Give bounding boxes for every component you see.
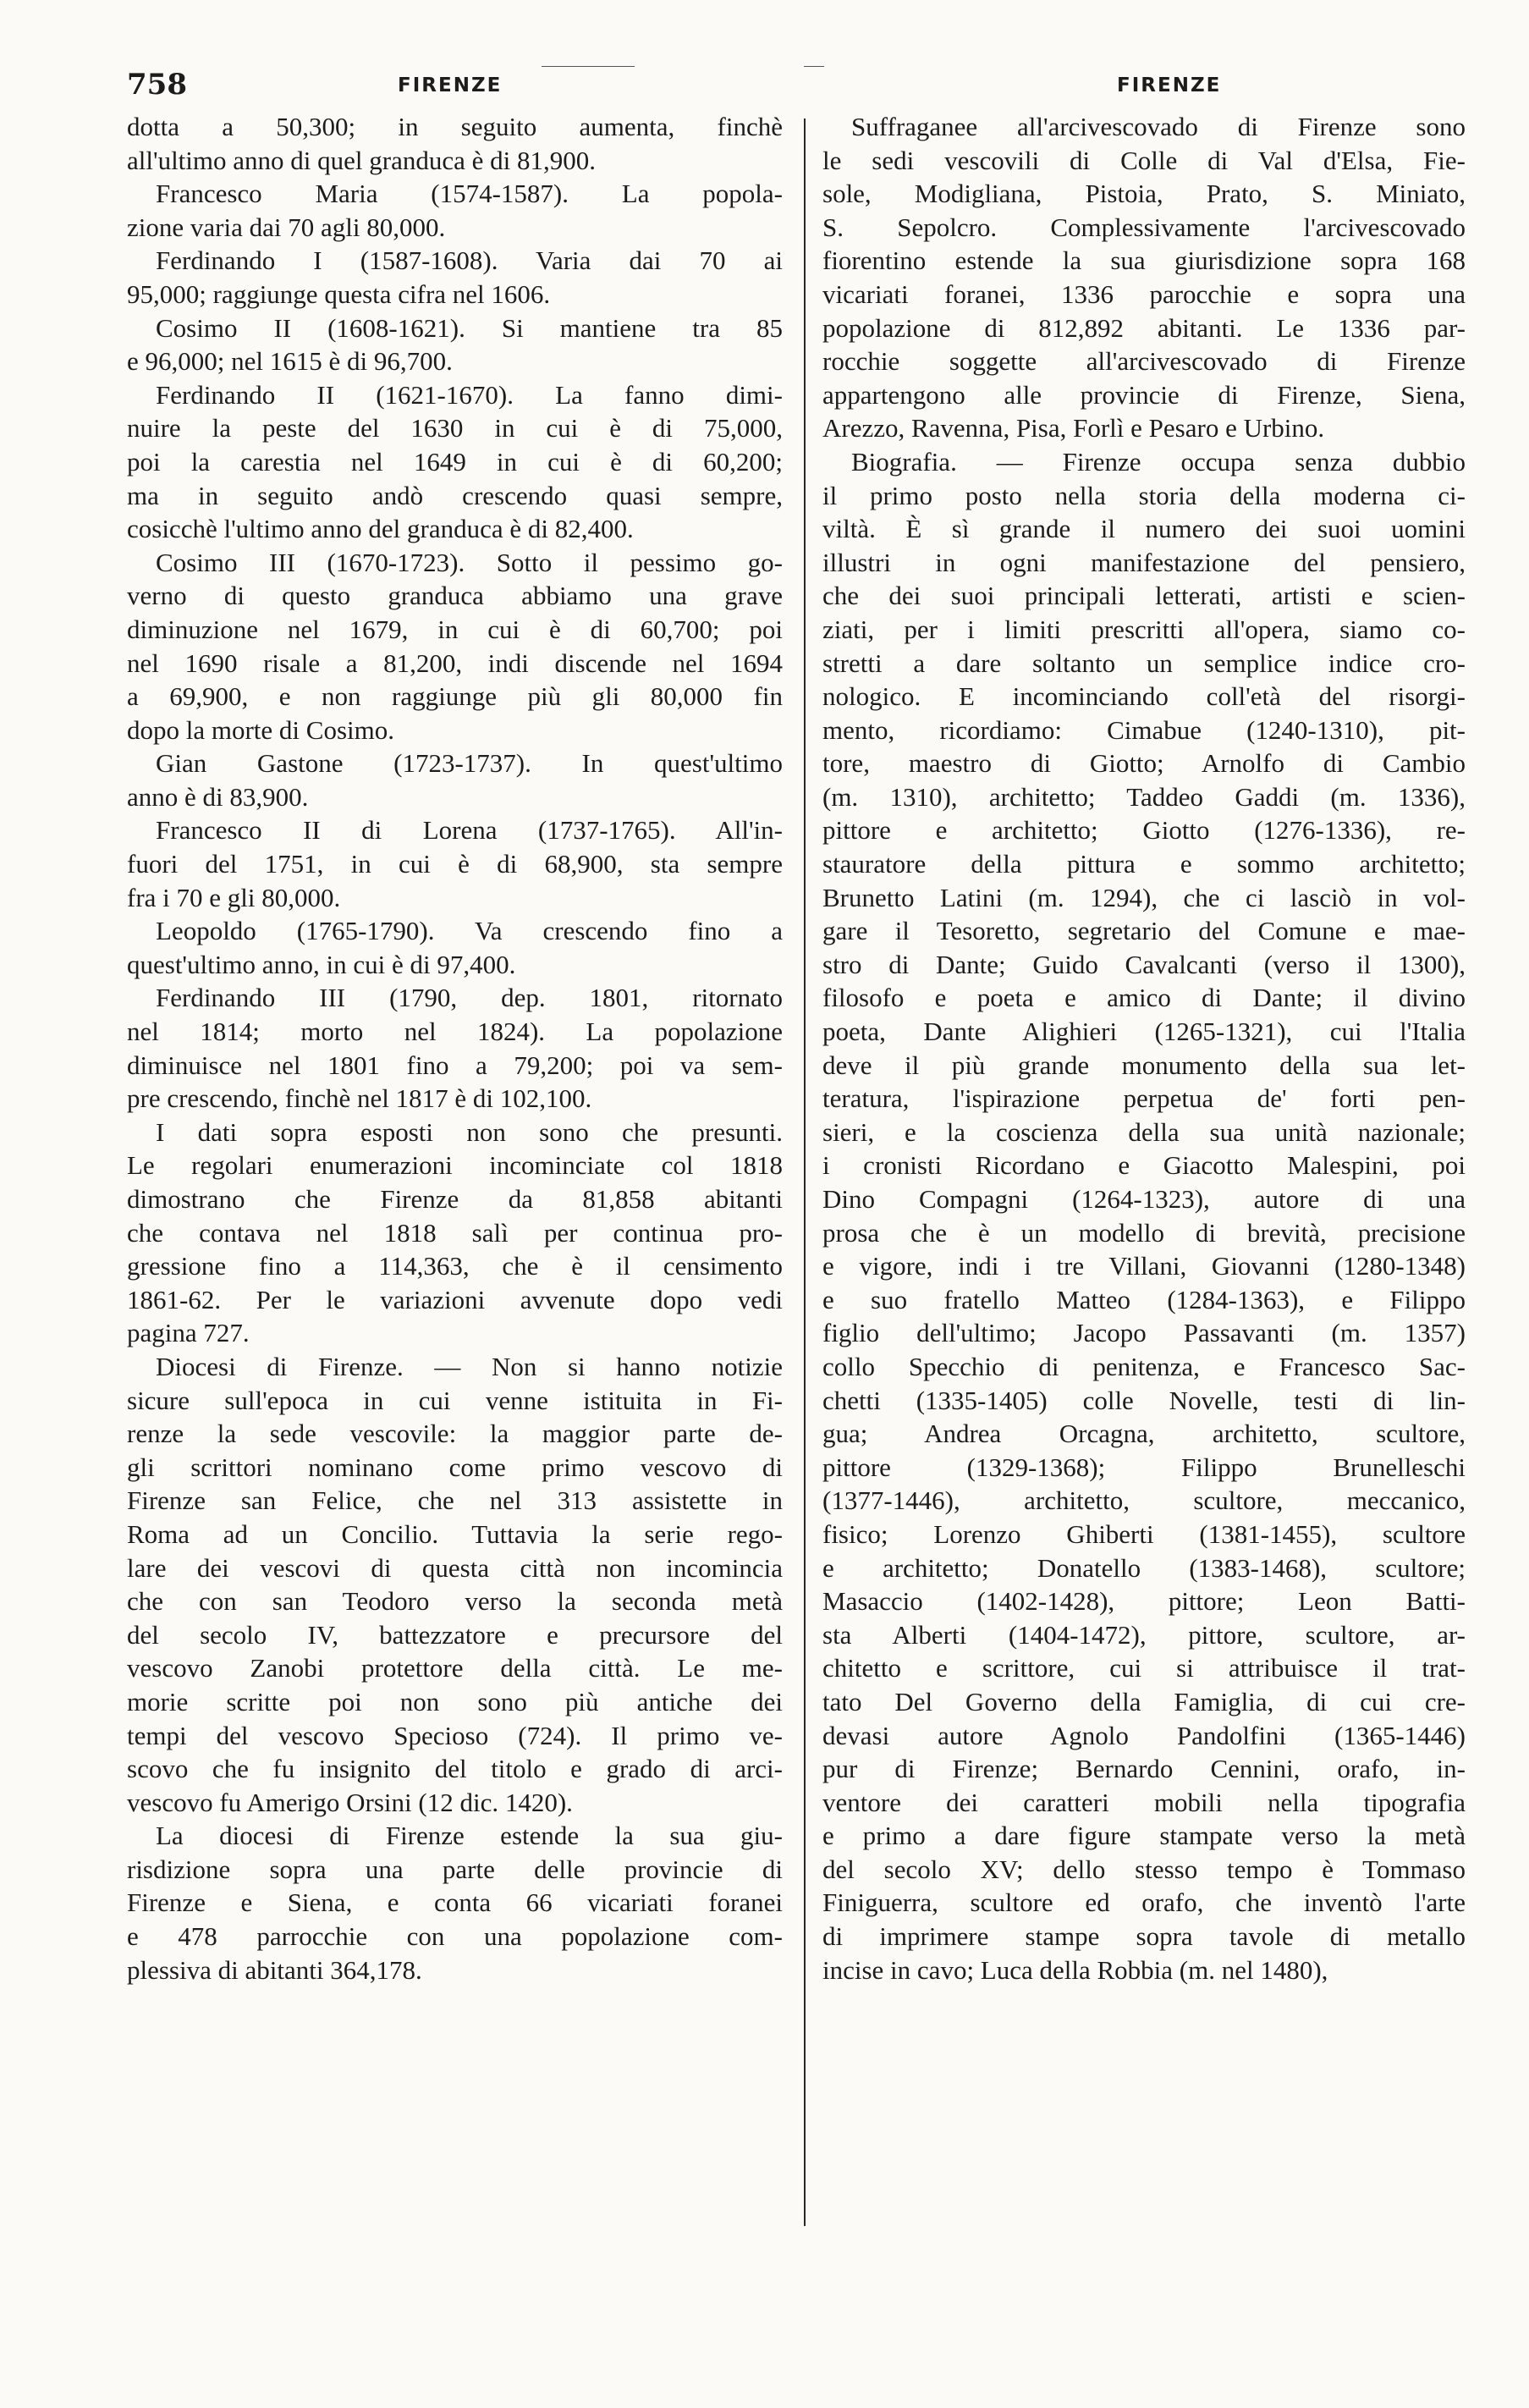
text-line: gare il Tesoretto, segretario del Comune e mae- xyxy=(822,916,1466,946)
text-line: nologico. E incominciando coll'età del risorgi- xyxy=(822,681,1466,712)
text-line: Gian Gastone (1723-1737). In quest'ultimo xyxy=(156,748,783,779)
text-line: sta Alberti (1404-1472), pittore, scultore, ar- xyxy=(822,1619,1466,1650)
text-line: che contava nel 1818 salì per continua pro- xyxy=(127,1217,783,1248)
text-line: Masaccio (1402-1428), pittore; Leon Batti- xyxy=(822,1586,1466,1617)
text-line: prosa che è un modello di brevità, precisione xyxy=(822,1217,1466,1248)
text-line: chetti (1335-1405) colle Novelle, testi di lin- xyxy=(822,1385,1466,1415)
running-head-right: FIRENZE xyxy=(1117,74,1222,96)
text-line: poeta, Dante Alighieri (1265-1321), cui l'Italia xyxy=(822,1017,1466,1047)
text-line: e 96,000; nel 1615 è di 96,700. xyxy=(127,346,453,377)
text-line: Francesco II di Lorena (1737-1765). All'in- xyxy=(156,815,783,846)
text-line: gli scrittori nominano come primo vescovo di xyxy=(127,1452,783,1482)
text-line: che dei suoi principali letterati, artisti e scien- xyxy=(822,581,1466,611)
text-line: nel 1690 risale a 81,200, indi discende nel 1694 xyxy=(127,647,783,678)
text-line: e architetto; Donatello (1383-1468), scultore; xyxy=(822,1552,1466,1583)
text-line: tore, maestro di Giotto; Arnolfo di Cambio xyxy=(822,748,1466,779)
text-line: dimostrano che Firenze da 81,858 abitanti xyxy=(127,1184,783,1214)
text-line: di imprimere stampe sopra tavole di metallo xyxy=(822,1921,1466,1952)
text-line: Firenze san Felice, che nel 313 assistette in xyxy=(127,1485,783,1516)
text-line: nuire la peste del 1630 in cui è di 75,000, xyxy=(127,413,783,444)
text-line: plessiva di abitanti 364,178. xyxy=(127,1954,422,1985)
text-line: rocchie soggette all'arcivescovado di Firenze xyxy=(822,346,1466,377)
text-line: Finiguerra, scultore ed orafo, che inventò l'arte xyxy=(822,1887,1466,1918)
text-line: gressione fino a 114,363, che è il censimento xyxy=(127,1251,783,1281)
text-line: Roma ad un Concilio. Tuttavia la serie rego- xyxy=(127,1518,783,1549)
text-line: I dati sopra esposti non sono che presunti. xyxy=(156,1116,783,1147)
text-line: Dino Compagni (1264-1323), autore di una xyxy=(822,1184,1466,1214)
text-line: Arezzo, Ravenna, Pisa, Forlì e Pesaro e Urbino. xyxy=(822,413,1325,444)
text-line: Firenze e Siena, e conta 66 vicariati foranei xyxy=(127,1887,783,1918)
text-line: Biografia. — Firenze occupa senza dubbio xyxy=(851,446,1466,477)
text-line: fisico; Lorenzo Ghiberti (1381-1455), scultore xyxy=(822,1518,1466,1549)
text-line: chitetto e scrittore, cui si attribuisce il trat- xyxy=(822,1653,1466,1683)
text-line: gua; Andrea Orcagna, architetto, scultore, xyxy=(822,1419,1466,1449)
text-line: tato Del Governo della Famiglia, di cui cre- xyxy=(822,1686,1466,1716)
text-line: stretti a dare soltanto un semplice indice cro- xyxy=(822,647,1466,678)
text-line: vescovo Zanobi protettore della città. Le me- xyxy=(127,1653,783,1683)
running-head-left: FIRENZE xyxy=(398,74,503,96)
text-line: Ferdinando III (1790, dep. 1801, ritornato xyxy=(156,983,783,1013)
left-column xyxy=(127,110,783,1986)
text-line: Francesco Maria (1574-1587). La popola- xyxy=(156,179,783,209)
text-line: illustri in ogni manifestazione del pensiero, xyxy=(822,547,1466,577)
text-line: Brunetto Latini (m. 1294), che ci lasciò in vol- xyxy=(822,882,1466,912)
text-line: scovo che fu insignito del titolo e grado di arci- xyxy=(127,1754,783,1784)
text-line: ziati, per i limiti prescritti all'opera, siamo co- xyxy=(822,614,1466,644)
text-line: dotta a 50,300; in seguito aumenta, finchè xyxy=(127,112,783,141)
text-line: Cosimo III (1670-1723). Sotto il pessimo go- xyxy=(156,547,783,577)
text-line: nel 1814; morto nel 1824). La popolazione xyxy=(127,1017,783,1047)
text-line: fuori del 1751, in cui è di 68,900, sta sempre xyxy=(127,849,783,879)
text-line: fiorentino estende la sua giurisdizione sopra 168 xyxy=(822,245,1466,276)
text-line: Ferdinando I (1587-1608). Varia dai 70 ai xyxy=(156,245,783,276)
text-line: teratura, l'ispirazione perpetua de' forti pen- xyxy=(822,1083,1466,1114)
text-line: zione varia dai 70 agli 80,000. xyxy=(127,212,446,242)
text-line: e suo fratello Matteo (1284-1363), e Filippo xyxy=(822,1284,1466,1314)
text-line: viltà. È sì grande il numero dei suoi uomini xyxy=(822,514,1466,544)
text-line: pittore (1329-1368); Filippo Brunelleschi xyxy=(822,1452,1466,1482)
text-line: quest'ultimo anno, in cui è di 97,400. xyxy=(127,949,516,979)
text-line: del secolo XV; dello stesso tempo è Tommaso xyxy=(822,1854,1466,1884)
text-line: sicure sull'epoca in cui venne istituita in Fi- xyxy=(127,1385,783,1415)
text-line: stro di Dante; Guido Cavalcanti (verso il 1300), xyxy=(822,949,1466,979)
text-line: figlio dell'ultimo; Jacopo Passavanti (m. 1357) xyxy=(822,1318,1466,1348)
text-line: Suffraganee all'arcivescovado di Firenze sono xyxy=(851,112,1466,141)
text-line: 1861-62. Per le variazioni avvenute dopo vedi xyxy=(127,1284,783,1314)
text-line: Le regolari enumerazioni incominciate col 1818 xyxy=(127,1150,783,1181)
text-line: fra i 70 e gli 80,000. xyxy=(127,882,341,912)
text-line: i cronisti Ricordano e Giacotto Malespini, poi xyxy=(822,1150,1466,1181)
text-line: anno è di 83,900. xyxy=(127,781,309,812)
text-line: cosicchè l'ultimo anno del granduca è di 82,400. xyxy=(127,514,634,544)
text-line: deve il più grande monumento della sua let- xyxy=(822,1050,1466,1080)
text-line: incise in cavo; Luca della Robbia (m. nel 1480), xyxy=(822,1954,1328,1985)
text-line: Cosimo II (1608-1621). Si mantiene tra 85 xyxy=(156,312,783,343)
text-line: La diocesi di Firenze estende la sua giu- xyxy=(156,1821,783,1851)
text-line: all'ultimo anno di quel granduca è di 81,900. xyxy=(127,145,596,175)
column-divider xyxy=(804,118,806,2226)
text-line: mento, ricordiamo: Cimabue (1240-1310), pit- xyxy=(822,714,1466,745)
text-line: sole, Modigliana, Pistoia, Prato, S. Miniato, xyxy=(822,179,1466,209)
text-line: collo Specchio di penitenza, e Francesco Sac- xyxy=(822,1351,1466,1381)
text-line: pre crescendo, finchè nel 1817 è di 102,100. xyxy=(127,1083,592,1114)
text-line: pittore e architetto; Giotto (1276-1336), re- xyxy=(822,815,1466,846)
text-line: e vigore, indi i tre Villani, Giovanni (1280-1348) xyxy=(822,1251,1466,1281)
text-line: morie scritte poi non sono più antiche dei xyxy=(127,1686,783,1716)
text-line: verno di questo granduca abbiamo una grave xyxy=(127,581,783,611)
text-line: il primo posto nella storia della moderna ci- xyxy=(822,480,1466,510)
text-line: S. Sepolcro. Complessivamente l'arcivescovado xyxy=(822,212,1466,242)
text-line: del secolo IV, battezzatore e precursore del xyxy=(127,1619,783,1650)
text-line: 95,000; raggiunge questa cifra nel 1606. xyxy=(127,278,551,309)
header-mark-left xyxy=(542,66,635,67)
text-line: pagina 727. xyxy=(127,1318,250,1348)
text-line: devasi autore Agnolo Pandolfini (1365-1446) xyxy=(822,1720,1466,1750)
text-line: lare dei vescovi di questa città non incomincia xyxy=(127,1552,783,1583)
text-line: stauratore della pittura e sommo architetto; xyxy=(822,849,1466,879)
text-line: vicariati foranei, 1336 parocchie e sopra una xyxy=(822,278,1466,309)
text-line: diminuisce nel 1801 fino a 79,200; poi va sem- xyxy=(127,1050,783,1080)
text-line: e primo a dare figure stampate verso la metà xyxy=(822,1821,1466,1851)
text-line: che con san Teodoro verso la seconda metà xyxy=(127,1586,783,1617)
text-line: a 69,900, e non raggiunge più gli 80,000 fin xyxy=(127,681,783,712)
text-line: e 478 parrocchie con una popolazione com- xyxy=(127,1921,783,1952)
text-line: renze la sede vescovile: la maggior parte de- xyxy=(127,1419,783,1449)
text-line: ventore dei caratteri mobili nella tipografia xyxy=(822,1787,1466,1817)
text-line: Diocesi di Firenze. — Non si hanno notizie xyxy=(156,1351,783,1381)
header-mark-right xyxy=(804,66,824,67)
text-line: pur di Firenze; Bernardo Cennini, orafo, in- xyxy=(822,1754,1466,1784)
text-line: dopo la morte di Cosimo. xyxy=(127,714,395,745)
text-line: risdizione sopra una parte delle provincie di xyxy=(127,1854,783,1884)
text-line: vescovo fu Amerigo Orsini (12 dic. 1420). xyxy=(127,1787,573,1817)
text-line: poi la carestia nel 1649 in cui è di 60,200; xyxy=(127,446,783,477)
text-line: (m. 1310), architetto; Taddeo Gaddi (m. 1336), xyxy=(822,781,1466,812)
text-line: tempi del vescovo Specioso (724). Il primo ve- xyxy=(127,1720,783,1750)
text-line: le sedi vescovili di Colle di Val d'Elsa, Fie- xyxy=(822,145,1466,175)
text-line: Ferdinando II (1621-1670). La fanno dimi- xyxy=(156,379,783,410)
right-column xyxy=(822,110,1466,1986)
text-line: Leopoldo (1765-1790). Va crescendo fino a xyxy=(156,916,783,946)
text-line: (1377-1446), architetto, scultore, meccanico, xyxy=(822,1485,1466,1516)
text-line: ma in seguito andò crescendo quasi sempre, xyxy=(127,480,783,510)
text-line: appartengono alle provincie di Firenze, Siena, xyxy=(822,379,1466,410)
text-line: sieri, e la coscienza della sua unità nazionale; xyxy=(822,1116,1466,1147)
text-line: popolazione di 812,892 abitanti. Le 1336 par- xyxy=(822,312,1466,343)
text-line: filosofo e poeta e amico di Dante; il divino xyxy=(822,983,1466,1013)
page-number: 758 xyxy=(127,68,187,102)
text-line: diminuzione nel 1679, in cui è di 60,700; poi xyxy=(127,614,783,644)
